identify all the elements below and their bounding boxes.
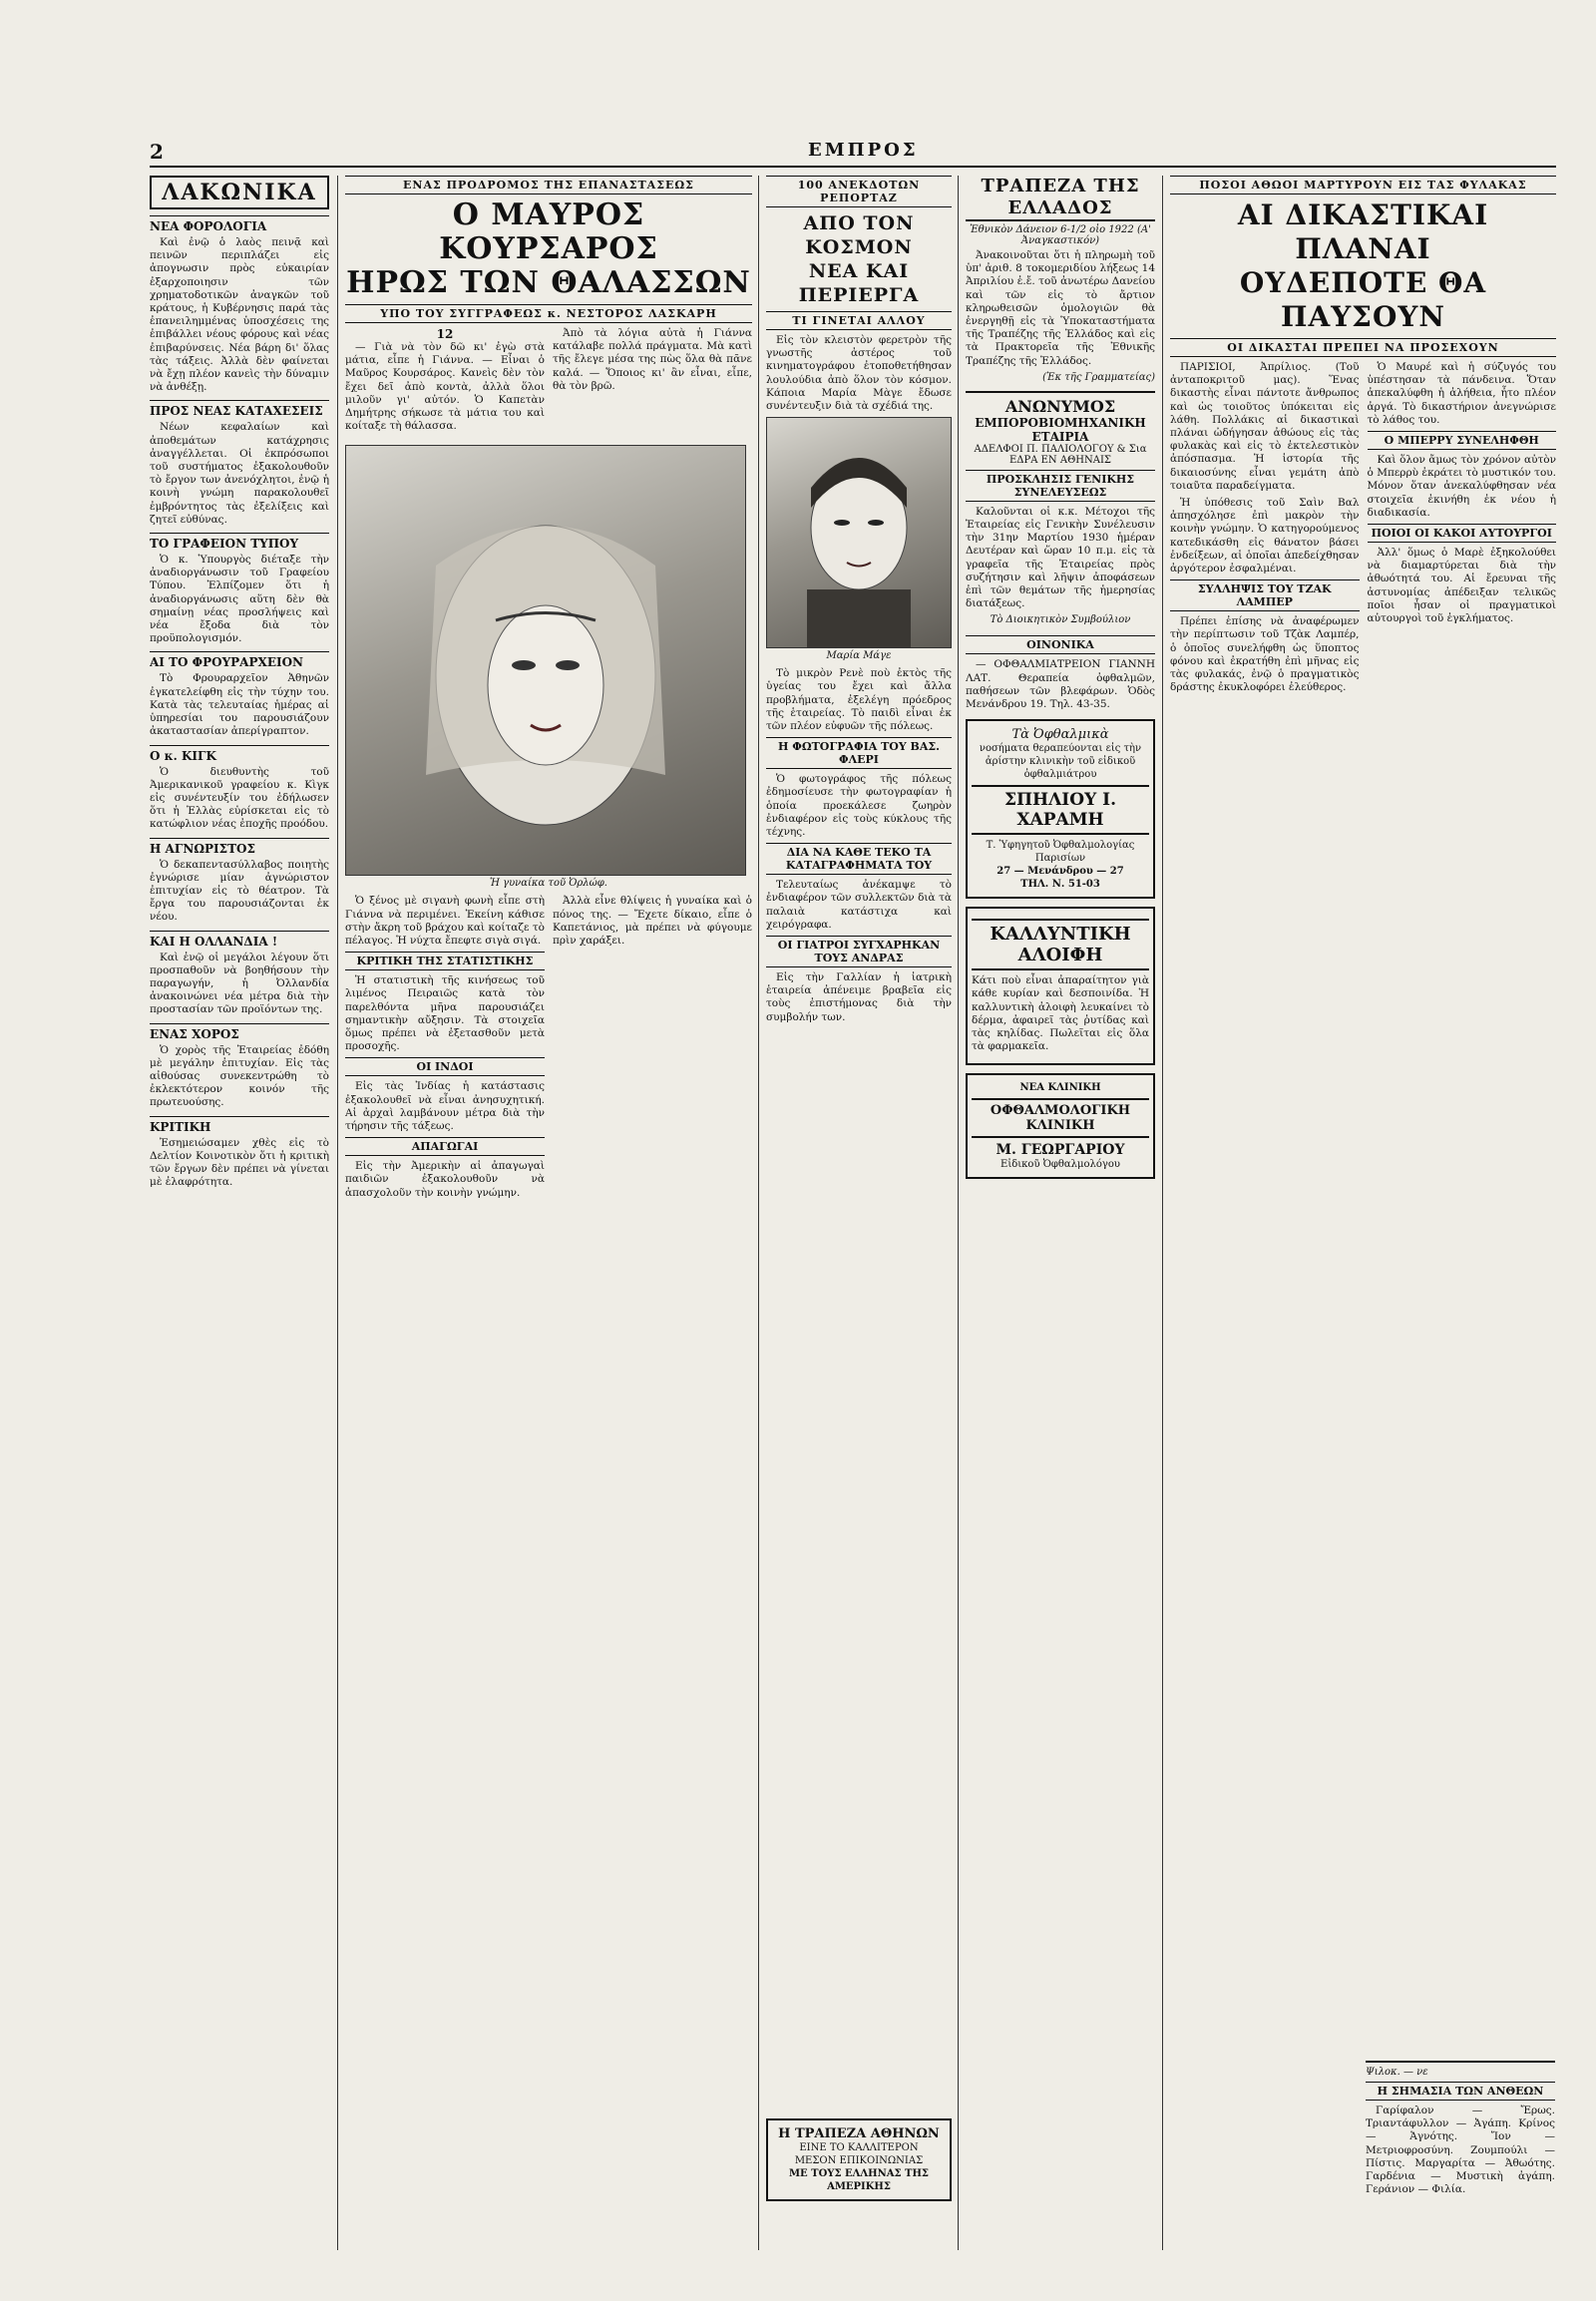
serial-top-text [345, 327, 752, 437]
lakonika-section-head: Η ΑΓΝΩΡΙΣΤΟΣ [150, 838, 329, 856]
lakonika-section-head: ΚΑΙ Η ΟΛΛΑΝΔΙΑ ! [150, 931, 329, 949]
company-sub: ΑΔΕΛΦΟΙ Π. ΠΑΛΙΟΛΟΓΟΥ & Σια [974, 443, 1147, 455]
court-kicker: ΠΟΣΟΙ ΑΘΩΟΙ ΜΑΡΤΥΡΟΥΝ ΕΙΣ ΤΑΣ ΦΥΛΑΚΑΣ [1170, 176, 1556, 194]
ad3-title: ΟΦΘΑΛΜΟΛΟΓΙΚΗ ΚΛΙΝΙΚΗ [972, 1098, 1149, 1138]
oinonika-text: — ΟΦΘΑΛΜΙΑΤΡΕΙΟΝ ΓΙΑΝΝΗ ΛΑΤ. Θεραπεία ὀφθαλμῶν, παθήσεων τῶν βλεφάρων. Ὁδὸς Μενάνδρου 19. Τηλ. 43-35. [966, 658, 1155, 711]
world-sec2-head: ΔΙΑ ΝΑ ΚΑΘΕ ΤΕΚΟ ΤΑ ΚΑΤΑΓΡΑΦΗΜΑΤΑ ΤΟΥ [766, 843, 952, 875]
ad-line2: ΕΙΝΕ ΤΟ ΚΑΛΛΙΤΕΡΟΝ [799, 2142, 919, 2153]
flowers-box [1366, 2061, 1555, 2200]
court-sec1-head: ΣΥΛΛΗΨΙΣ ΤΟΥ ΤΖΑΚ ΛΑΜΠΕΡ [1170, 579, 1360, 611]
serial-sec3-head: ΑΠΑΓΩΓΑΙ [345, 1137, 545, 1156]
portrait-illustration [346, 446, 745, 875]
serial-kicker: ΕΝΑΣ ΠΡΟΔΡΟΜΟΣ ΤΗΣ ΕΠΑΝΑΣΤΑΣΕΩΣ [345, 176, 752, 194]
serial-text-mid-right: Ἀλλὰ εἶνε θλίψεις ἡ γυναίκα καὶ ὁ πόνος της. — Ἔχετε δίκαιο, εἶπε ὁ Καπετάνιος, μὰ πρέπει νὰ φύγουμε πρὶν χαράξει. [553, 895, 752, 948]
ad-line2: νοσήματα θεραπεύονται εἰς τὴν ἀρίστην κλινικὴν τοῦ εἰδικοῦ ὀφθαλμιάτρου [979, 743, 1142, 781]
column-rule [337, 176, 338, 2250]
lakonika-section-head: ΝΕΑ ΦΟΡΟΛΟΓΙΑ [150, 215, 329, 233]
serial-text-top-left: — Γιὰ νὰ τὸν δῶ κι' ἐγὼ στὰ μάτια, εἶπε ἡ Γιάννα. — Εἶναι ὁ Μαῦρος Κουρσάρος. Κανεὶς δὲν τὸν ἔχει δεῖ ἀπὸ κοντὰ, ἀλλὰ ὅλοι μιλοῦν γι' αὐτόν. Ὁ Καπετὰν Δημήτρης σήκωσε τὰ μάτια του καὶ κοίταξε τὴ θάλασσα. [345, 341, 545, 433]
flowers-text: Γαρίφαλον — Ἔρως. Τριαντάφυλλον — Ἀγάπη. Κρίνος — Ἁγνότης. Ἴον — Μετριοφροσύνη. Ζουμπούλι — Πίστις. Μαργαρίτα — Ἀθωότης. Γαρδένια — Μυστικὴ ἀγάπη. Γεράνιον — Φιλία. [1366, 2105, 1555, 2196]
ad-line4: ΜΕ ΤΟΥΣ ΕΛΛΗΝΑΣ ΤΗΣ ΑΜΕΡΙΚΗΣ [788, 2168, 929, 2192]
masthead [150, 140, 1556, 168]
world-sec3-head: ΟΙ ΓΙΑΤΡΟΙ ΣΥΓΧΑΡΗΚΑΝ ΤΟΥΣ ΑΝΔΡΑΣ [766, 936, 952, 967]
court-sec3-text: Ἀλλ' ὅμως ὁ Μαρὲ ἐξηκολούθει νὰ διαμαρτύρεται διὰ τὴν ἀθωότητά του. Αἱ ἔρευναι τῆς ἀστυνομίας ἀπέδειξαν τελικῶς ποῖοι ἦσαν οἱ πραγματικοὶ αὐτουργοὶ τοῦ ἐγκλήματος. [1367, 547, 1556, 625]
court-title-line1: ΑΙ ΔΙΚΑΣΤΙΚΑΙ ΠΛΑΝΑΙ [1237, 198, 1489, 265]
serial-photo [345, 445, 746, 876]
lakonika-section-text: Ὁ διευθυντὴς τοῦ Ἀμερικανικοῦ γραφείου κ. Κὶγκ εἰς συνέντευξίν του ἐδήλωσεν ὅτι ἡ Ἑλλὰς εὑρίσκεται εἰς τὸ κατώφλιον νέας ἐποχῆς προόδου. [150, 765, 329, 831]
world-text-mid: Τὸ μικρὸν Ρενὲ ποὺ ἐκτὸς τῆς ὑγείας του ἔχει καὶ ἄλλα προβλήματα, ἐξελέγη πρόεδρος τῆς ἑταιρείας. Τὸ παιδὶ εἶναι ἐκ τῶν πλέον εὐφυῶν τῆς πόλεως. [766, 667, 952, 733]
cosmetic-ad [966, 907, 1155, 1065]
clinic-ad [966, 1073, 1155, 1179]
serial-author: ΥΠΟ ΤΟΥ ΣΥΓΓΡΑΦΕΩΣ κ. ΝΕΣΤΟΡΟΣ ΛΑΣΚΑΡΗ [345, 304, 752, 323]
lakonika-section-text: Ὁ κ. Ὑπουργὸς διέταξε τὴν ἀναδιοργάνωσιν τοῦ Γραφείου Τύπου. Ἐλπίζομεν ὅτι ἡ ἀναδιοργάνωσις αὕτη δὲν θὰ σημαίνῃ νέας προσλήψεις καὶ νέα ἔξοδα διὰ τὸν προϋπολογισμόν. [150, 554, 329, 645]
lakonika-section-text: Καὶ ἐνῷ οἱ μεγάλοι λέγουν ὅτι προσπαθοῦν νὰ βοηθήσουν τὴν παραγωγήν, ἡ Ὀλλανδία ἀνακοινώνει νέα μέτρα διὰ τὴν προστασίαν τῶν προϊόντων της. [150, 951, 329, 1016]
bank-athens-ad [766, 2118, 952, 2201]
bank-column [966, 176, 1155, 2250]
serial-chapter: 12 [436, 327, 454, 341]
portrait-photo [767, 418, 951, 647]
column-rule [958, 176, 959, 2250]
bank-signoff: (Ἐκ τῆς Γραμματείας) [1042, 371, 1155, 383]
bank-text: Ἀνακοινοῦται ὅτι ἡ πληρωμὴ τοῦ ὑπ' ἀριθ. 8 τοκομεριδίου λήξεως 14 Ἀπριλίου ἐ.ἔ. τοῦ ἀνωτέρω Δανείου καὶ τῶν εἰς τὸ ἄρτιον κληρωθεισῶν ὁμολογιῶν θὰ ἐνεργηθῇ εἰς τὰ Ὑποκαταστήματα τῆς Τραπέζης τῆς Ἑλλάδος καὶ εἰς τὰ Πρακτορεῖα τῆς Ἐθνικῆς Τραπέζης τῆς Ἑλλάδος. [966, 249, 1155, 367]
lakonika-section-head: ΚΡΙΤΙΚΗ [150, 1116, 329, 1134]
court-text3: Ὁ Μαυρέ καὶ ἡ σύζυγός του ὑπέστησαν τὰ πάνδεινα. Ὅταν ἀπεκαλύφθη ἡ ἀλήθεια, ἦτο πλέον ἀργά. Τὸ δικαστήριον ἀνεγνώρισε τὸ λάθος του. [1367, 361, 1556, 426]
world-sec1-head: Η ΦΩΤΟΓΡΑΦΙΑ ΤΟΥ ΒΑΣ. ΦΛΕΡΙ [766, 737, 952, 769]
court-text1: ΠΑΡΙΣΙΟΙ, Ἀπρίλιος. (Τοῦ ἀνταποκριτοῦ μας). Ἕνας δικαστὴς εἶναι πάντοτε ἄνθρωπος καὶ ὡς τοιοῦτος ὑπόκειται εἰς λάθη. Πολλάκις αἱ δικαστικαὶ πλάναι ὠδήγησαν ἀθώους εἰς τὰς φυλακὰς καὶ εἰς τὸ ἐκτελεστικὸν ἀπόσπασμα. Ἡ ἱστορία τῆς δικαιοσύνης εἶναι γεμάτη ἀπὸ τοιαῦτα παραδείγματα. [1170, 361, 1360, 492]
flowers-label: Ψιλοκ. — νε [1366, 2067, 1428, 2078]
lakonika-section-head: Ο κ. ΚΙΓΚ [150, 745, 329, 763]
column-rule [1162, 176, 1163, 2250]
ad2-title: ΚΑΛΛΥΝΤΙΚΗ ΑΛΟΙΦΗ [972, 919, 1149, 970]
lakonika-section-text: Ὁ χορὸς τῆς Ἐταιρείας ἐδόθη μὲ μεγάλην ἐπιτυχίαν. Εἰς τὰς αἰθούσας συνεκεντρώθη τὸ ἐκλεκτότερον κοινόν τῆς πρωτευούσης. [150, 1043, 329, 1109]
serial-photo-caption: Ἡ γυναίκα τοῦ Ὀρλώφ. [490, 878, 607, 890]
court-text2: Ἡ ὑπόθεσις τοῦ Σαὶν Βαλ ἀπησχόλησε ἐπὶ μακρὸν τὴν κοινὴν γνώμην. Ὁ κατηγορούμενος κατεδικάσθη εἰς θάνατον βάσει ἐνδείξεων, αἱ ὁποῖαι ἀπεδείχθησαν ἀργότερον ἐσφαλμέναι. [1170, 497, 1360, 575]
company-sign: Τὸ Διοικητικὸν Συμβούλιον [990, 614, 1131, 626]
lakonika-section-text: Τὸ Φρουραρχεῖον Ἀθηνῶν ἐγκατελείφθη εἰς τὴν τύχην του. Κατὰ τὰς τελευταίας ἡμέρας αἱ ὑπηρεσίαι του παρουσιάζουν ἀκαταστασίαν ἀπερίγραπτον. [150, 672, 329, 738]
ad-address: 27 — Μενάνδρου — 27 [997, 866, 1124, 878]
court-column [1170, 176, 1556, 2250]
world-sec1-text: Ὁ φωτογράφος τῆς πόλεως ἐδημοσίευσε τὴν φωτογραφίαν ἡ ὁποία προεκάλεσε ζωηρὸν ἐνδιαφέρον εἰς τοὺς κύκλους τῆς τέχνης. [766, 773, 952, 839]
flowers-head: Η ΣΗΜΑΣΙΑ ΤΩΝ ΑΝΘΕΩΝ [1366, 2082, 1555, 2101]
lakonika-section-text: Ἐσημειώσαμεν χθὲς εἰς τὸ Δελτίον Κοινοτικὸν ὅτι ἡ κριτικὴ τῶν ἔργων δὲν πρέπει νὰ γίνεται μὲ ἐλαφρότητα. [150, 1136, 329, 1189]
company-kicker: ΑΝΩΝΥΜΟΣ [1004, 396, 1116, 416]
lakonika-section-head: ΕΝΑΣ ΧΟΡΟΣ [150, 1023, 329, 1041]
company-name: ΕΜΠΟΡΟΒΙΟΜΗΧΑΝΙΚΗ ΕΤΑΙΡΙΑ [975, 415, 1146, 444]
company-text: Καλοῦνται οἱ κ.κ. Μέτοχοι τῆς Ἑταιρείας εἰς Γενικὴν Συνέλευσιν τὴν 31ην Μαρτίου 1930 ἡμέραν Δευτέραν καὶ ὥραν 10 π.μ. εἰς τὰ γραφεῖα τῆς Ἑταιρείας πρὸς συζήτησιν καὶ λῆψιν ἀποφάσεων ἐπὶ τῶν θεμάτων τῆς ἡμερησίας διατάξεως. [966, 505, 1155, 610]
court-title-line2: ΟΥΔΕΠΟΤΕ ΘΑ ΠΑΥΣΟΥΝ [1239, 266, 1487, 333]
ad3-name: Μ. ΓΕΩΡΓΑΡΙΟΥ [996, 1142, 1125, 1159]
serial-text-mid-left: Ὁ ξένος μὲ σιγανὴ φωνὴ εἶπε στὴ Γιάννα νὰ περιμένει. Ἐκείνη κάθισε στὴν ἄκρη τοῦ βράχου καὶ κοίταζε τὸ πέλαγος. Ἡ νύχτα ἔπεφτε σιγὰ σιγά. [345, 895, 545, 948]
ad-line3: Τ. Ὑφηγητοῦ Ὀφθαλμολογίας Παρισίων [986, 840, 1135, 865]
world-kicker: 100 ΑΝΕΚΔΟΤΩΝ ΡΕΠΟΡΤΑΖ [766, 176, 952, 207]
serial-column [345, 176, 752, 2250]
world-subtitle: ΤΙ ΓΙΝΕΤΑΙ ΑΛΛΟΥ [766, 311, 952, 330]
lakonika-column [150, 176, 329, 2250]
serial-text-top-right: Ἀπὸ τὰ λόγια αὐτὰ ἡ Γιάννα κατάλαβε πολλά πράγματα. Μὰ κατὶ τῆς ἔλεγε μέσα της πὼς ὅλα θὰ πᾶνε καλά. — Ὅποιος κι' ἂν εἶναι, εἶπε, θὰ τὸν βρῶ. [553, 327, 752, 392]
lakonika-section-text: Καὶ ἐνῷ ὁ λαὸς πεινᾷ καὶ πεινῶν περιπλάζει εἰς ἀπογνωσιν πρὸς εὐκαιρίαν ἐξαρχοποιησιν τῶν χρηματοδοτικῶν ἀναγκῶν τοῦ κράτους, ἡ Κυβέρνησις παρά τὰς ἐπανειλημμένας ὑποσχέσεις της ἐπιβάλλει νέους φόρους καὶ νέας ἐπιβαρύνσεις. Νέα βάρη δι' ὅλας τὰς τάξεις. Ἀλλὰ δὲν φαίνεται νὰ ἔχῃ πλέον κανεὶς τὴν δύναμιν νὰ ἀνθέξῃ. [150, 236, 329, 394]
ad2-text: Κάτι ποὺ εἶναι ἀπαραίτητον γιὰ κάθε κυρίαν καὶ δεσποινίδα. Ἡ καλλυντικὴ ἀλοιφὴ λευκαίνει τὸ δέρμα, ἀφαιρεῖ τὰς ῥυτίδας καὶ τὰς κηλίδας. Πωλεῖται εἰς ὅλα τὰ φαρμακεῖα. [972, 974, 1149, 1053]
company-seat: ΕΔΡΑ ΕΝ ΑΘΗΝΑΙΣ [1008, 454, 1111, 466]
world-sec2-text: Τελευταίως ἀνέκαμψε τὸ ἐνδιαφέρον τῶν συλλεκτῶν διὰ τὰ παλαιὰ κατάστιχα καὶ χειρόγραφα. [766, 879, 952, 931]
court-body [1170, 361, 1556, 698]
serial-title-line2: ΗΡΩΣ ΤΩΝ ΘΑΛΑΣΣΩΝ [346, 265, 751, 300]
lakonika-title: ΛΑΚΩΝΙΚΑ [150, 176, 329, 209]
bank-title: ΤΡΑΠΕΖΑ ΤΗΣ ΕΛΛΑΔΟΣ [966, 176, 1155, 221]
world-sec3-text: Εἰς τὴν Γαλλίαν ἡ ἰατρικὴ ἑταιρεία ἀπένειμε βραβεῖα εἰς τοὺς ἐπιστήμονας διὰ τὴν συμβολήν των. [766, 971, 952, 1023]
paper-name: ΕΜΠΡΟΣ [808, 140, 919, 161]
serial-sec3-text: Εἰς τὴν Ἀμερικὴν αἱ ἀπαγωγαὶ παιδιῶν ἐξακολουθοῦν νὰ ἀπασχολοῦν τὴν κοινὴν γνώμην. [345, 1160, 545, 1199]
world-text-top: Εἰς τὸν κλειστὸν φερετρὸν τῆς γνωστῆς ἀστέρος τοῦ κινηματογράφου ἐτοποθετήθησαν λουλούδια ἀπὸ ὅλον τὸν κόσμον. Κάποια Μαρία Μὰγε ἔδωσε συνέντευξιν διὰ τὰ σχέδιά της. [766, 334, 952, 413]
ad-line1: Η ΤΡΑΠΕΖΑ ΑΘΗΝΩΝ [778, 2126, 940, 2141]
ad-line3: ΜΕΣΟΝ ΕΠΙΚΟΙΝΩΝΙΑΣ [794, 2155, 924, 2166]
ad-phone: ΤΗΛ. Ν. 51-03 [1020, 879, 1100, 891]
ad-line1: Τὰ Ὀφθαλμικὰ [1011, 727, 1109, 743]
serial-sec1-text: Ἡ στατιστικὴ τῆς κινήσεως τοῦ λιμένος Πειραιῶς κατὰ τὸν παρελθόντα μῆνα παρουσιάζει σημαντικὴν αὔξησιν. Τὰ στοιχεῖα ὅμως πρέπει νὰ ἐξετασθοῦν μετὰ προσοχῆς. [345, 974, 545, 1053]
ad3-sub: Εἰδικοῦ Ὀφθαλμολόγου [1000, 1159, 1120, 1171]
serial-sec2-head: ΟΙ ΙΝΔΟΙ [345, 1057, 545, 1076]
ad3-line1: ΝΕΑ ΚΛΙΝΙΚΗ [1019, 1082, 1101, 1094]
world-title-line2: ΝΕΑ ΚΑΙ ΠΕΡΙΕΡΓΑ [798, 260, 920, 306]
serial-lower [345, 895, 752, 1203]
eye-doctor-ad [966, 719, 1155, 899]
lakonika-section-head: ΑΙ ΤΟ ΦΡΟΥΡΑΡΧΕΙΟΝ [150, 651, 329, 669]
lakonika-sections [150, 215, 329, 1189]
ad-doctor-name: ΣΠΗΛΙΟΥ Ι. ΧΑΡΑΜΗ [972, 785, 1149, 835]
serial-sec2-text: Εἰς τὰς Ἰνδίας ἡ κατάστασις ἐξακολουθεῖ νὰ εἶναι ἀνησυχητική. Αἱ ἀρχαὶ λαμβάνουν μέτρα διὰ τὴν τήρησιν τῆς τάξεως. [345, 1080, 545, 1133]
court-sec2-text: Καὶ ὅλον ἄμως τὸν χρόνον αὐτὸν ὁ Μπερρὺ ἐκράτει τὸ μυστικόν του. Μόνον ὅταν ἀνεκαλύφθησαν νέα στοιχεῖα ἐκινήθη ἐκ νέου ἡ διαδικασία. [1367, 454, 1556, 519]
page-number: 2 [150, 140, 164, 164]
world-photo [766, 417, 952, 648]
company-head: ΠΡΟΣΚΛΗΣΙΣ ΓΕΝΙΚΗΣ ΣΥΝΕΛΕΥΣΕΩΣ [966, 470, 1155, 502]
court-sec2-head: Ο ΜΠΕΡΡΥ ΣΥΝΕΛΗΦΘΗ [1368, 431, 1557, 450]
serial-sec1-head: ΚΡΙΤΙΚΗ ΤΗΣ ΣΤΑΤΙΣΤΙΚΗΣ [345, 952, 545, 970]
bank-subtitle: Ἐθνικὸν Δάνειον 6-1/2 οἱο 1922 (Α' Ἀναγκαστικόν) [970, 224, 1151, 246]
lakonika-section-text: Νέων κεφαλαίων καὶ ἀποθεμάτων κατάχρησις ἀναγγέλλεται. Οἱ ἐκπρόσωποι τοῦ συστήματος ἐξακολουθοῦν τὸ ἔργον των ἀνενόχλητοι, ἐνῷ ἡ κοινὴ γνώμη παρακολουθεῖ ἐμβρόντητος τὰς ἐξελίξεις καὶ ζητεῖ εὐθύνας. [150, 421, 329, 526]
court-sec3-head: ΠΟΙΟΙ ΟΙ ΚΑΚΟΙ ΑΥΤΟΥΡΓΟΙ [1368, 524, 1557, 543]
world-title-line1: ΑΠΟ ΤΟΝ ΚΟΣΜΟΝ [803, 212, 915, 258]
lakonika-section-head: ΤΟ ΓΡΑΦΕΙΟΝ ΤΥΠΟΥ [150, 533, 329, 551]
court-subtitle: ΟΙ ΔΙΚΑΣΤΑΙ ΠΡΕΠΕΙ ΝΑ ΠΡΟΣΕΧΟΥΝ [1170, 338, 1556, 357]
lakonika-section-head: ΠΡΟΣ ΝΕΑΣ ΚΑΤΑΧΕΣΕΙΣ [150, 400, 329, 418]
world-column [766, 176, 952, 2250]
court-sec1-text: Πρέπει ἐπίσης νὰ ἀναφέρωμεν τὴν περίπτωσιν τοῦ Τζὰκ Λαμπέρ, ὁ ὁποῖος συνελήφθη ὡς ὕποπτος φόνου καὶ ἐκρατήθη ἐπὶ μῆνας εἰς τὰς φυλακάς, ἐνῷ ὁ πραγματικὸς δράστης ἐκυκλοφόρει ἐλεύθερος. [1170, 615, 1360, 694]
world-photo-caption: Μαρία Μάγε [826, 650, 892, 662]
lakonika-section-text: Ὁ δεκαπεντασύλλαβος ποιητὴς ἐγνώρισε μίαν ἀγνώριστον ἐπιτυχίαν εἰς τὸ θέατρον. Τὰ ἔργα του παρουσιάζονται ἐκ νέου. [150, 858, 329, 924]
company-notice [966, 391, 1155, 626]
column-rule [758, 176, 759, 2250]
serial-title-line1: Ο ΜΑΥΡΟΣ ΚΟΥΡΣΑΡΟΣ [439, 197, 658, 266]
oinonika-head: ΟΙΝΟΝΙΚΑ [966, 635, 1155, 654]
